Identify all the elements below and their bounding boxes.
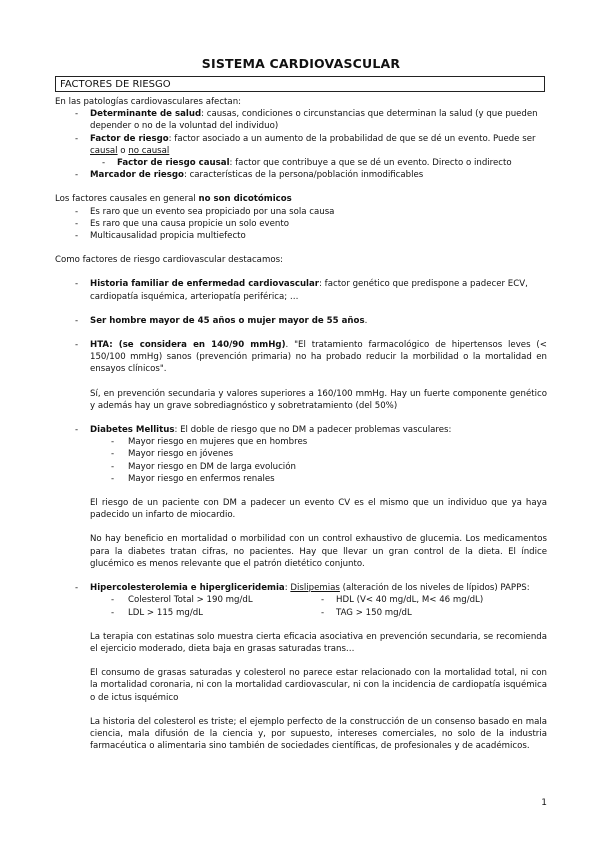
cv-factors-list — [55, 424, 547, 436]
term-sexo-edad: Ser hombre mayor de 45 años o mujer mayor de 55 años — [90, 315, 365, 326]
factor-text: . "El tratamiento farmacológico de hipertensos leves (< 150/100 mmHg) sanos (prevención primaria) no ha probado reducir la morbilidad o la mortalidad en ensayos clínicos". — [90, 340, 547, 375]
lipid-list-right — [301, 594, 547, 618]
term-marcador: Marcador de riesgo — [90, 170, 184, 181]
cv-factors-list — [55, 315, 547, 327]
factor-historia-familiar — [55, 278, 547, 302]
causal-lead — [55, 193, 547, 205]
list-item — [55, 133, 547, 170]
definition-text: : factor asociado a un aumento de la probabilidad de que se dé un evento. Puede ser — [168, 133, 536, 144]
cv-factors-list — [55, 339, 547, 376]
list-item: - Es raro que una causa propicie un solo evento — [55, 218, 547, 230]
term-hta-threshold: : (se considera en 140/90 mmHg) — [109, 340, 286, 351]
list-item — [55, 108, 547, 132]
colesterol-paragraph: La historia del colesterol es triste; el ejemplo perfecto de la construcción de un consenso basado en mala ciencia, mala difusión de la ciencia y, por supuesto, intereses comerciales, no solo de la industria farmacéutica o alimentaria sino también de sociedades científicas, de profesionales y de académicos. — [90, 716, 547, 752]
causal-list — [55, 206, 547, 243]
factor-hta — [55, 339, 547, 376]
factor-text: (alteración de los niveles de lípidos) PAPPS: — [339, 583, 530, 594]
cv-factors-list — [55, 582, 547, 594]
list-item: - Mayor riesgo en enfermos renales — [55, 473, 547, 485]
sub-list — [55, 157, 547, 169]
diabetes-paragraph: El riesgo de un paciente con DM a padecer un evento CV es el mismo que un individuo que ya haya padecido un infarto de miocardio. — [90, 498, 547, 521]
causal-lead-bold: no son dicotómicos — [198, 194, 292, 205]
factor-colon: : — [284, 583, 291, 594]
section-heading: FACTORES DE RIESGO — [55, 76, 545, 92]
term-factor-riesgo: Factor de riesgo — [90, 133, 169, 144]
underlined-dislipemias: Dislipemias — [290, 583, 340, 594]
hta-paragraph: Sí, en prevención secundaria y valores superiores a 160/100 mmHg. Hay un fuerte componente genético y además hay un grave sobrediagnóstico y sobretratamiento (del 50%) — [90, 388, 547, 411]
list-item: - Multicausalidad propicia multiefecto — [55, 230, 547, 242]
connector-text: o — [117, 145, 129, 156]
factor-diabetes — [55, 424, 547, 436]
term-colesterol: Hipercolesterolemia e hipergliceridemia — [90, 583, 285, 594]
list-item: - HDL (V< 40 mg/dL, M< 46 mg/dL) — [301, 594, 547, 606]
lipid-list-left — [55, 594, 301, 618]
definition-text: : características de la persona/población inmodificables — [183, 170, 424, 181]
diabetes-list — [55, 436, 547, 485]
causal-lead-text: Los factores causales en general — [55, 194, 199, 205]
page-title: SISTEMA CARDIOVASCULAR — [201, 56, 401, 71]
document-body — [55, 96, 547, 752]
list-item — [55, 157, 547, 169]
list-item: - Mayor riesgo en DM de larga evolución — [55, 461, 547, 473]
term-historia: Historia familiar de enfermedad cardiovascular — [90, 279, 320, 290]
list-item: - Mayor riesgo en mujeres que en hombres — [55, 436, 547, 448]
factor-text: : El doble de riesgo que no DM a padecer problemas vasculares: — [174, 425, 452, 436]
definitions-list — [55, 108, 547, 181]
cv-factors-list — [55, 278, 547, 302]
lipid-thresholds — [55, 594, 547, 618]
term-determinante: Determinante de salud — [90, 109, 202, 120]
term-hta: HTA — [90, 340, 110, 351]
underlined-causal: causal — [90, 145, 118, 156]
term-diabetes: Diabetes Mellitus — [90, 425, 175, 436]
colesterol-paragraph: La terapia con estatinas solo muestra cierta eficacia asociativa en prevención secundaria, se recomienda el ejercicio moderado, dieta baja en grasas saturadas trans… — [90, 631, 547, 654]
factor-colesterol — [55, 582, 547, 594]
factor-sexo-edad: - Ser hombre mayor de 45 años o mujer mayor de 55 años. — [55, 315, 547, 327]
diabetes-paragraph: No hay beneficio en mortalidad o morbilidad con un control exhaustivo de glucemia. Los medicamentos para la diabetes tratan cifras, no pacientes. Hay que llevar un gran control de la dieta. El índice glucémico es menos relevante que el patrón dietético conjunto. — [90, 534, 547, 569]
list-item — [55, 169, 547, 181]
intro-text: En las patologías cardiovasculares afectan: — [55, 97, 242, 107]
page-number: 1 — [541, 798, 547, 808]
definition-text: : factor que contribuye a que se dé un evento. Directo o indirecto — [229, 158, 512, 169]
cv-intro: Como factores de riesgo cardiovascular destacamos: — [55, 255, 283, 266]
colesterol-paragraph: El consumo de grasas saturadas y colesterol no parece estar relacionado con la mortalidad total, ni con la mortalidad coronaria, ni con la mortalidad cardiovascular, ni con la incidencia de cardiopatía isquémica o de ictus isquémico — [90, 668, 547, 703]
definition-text: : causas, condiciones o circunstancias que determinan la salud (y que pueden depender o no de la voluntad del individuo) — [90, 109, 538, 132]
term-factor-causal: Factor de riesgo causal — [117, 158, 230, 169]
underlined-no-causal: no causal — [128, 145, 170, 156]
factor-text: : factor genético que predispone a padecer ECV, cardiopatía isquémica, arteriopatía periférica; … — [90, 279, 528, 302]
list-item: - Mayor riesgo en jóvenes — [55, 448, 547, 460]
list-item: - LDL > 115 mg/dL — [55, 607, 301, 619]
list-item: - Es raro que un evento sea propiciado por una sola causa — [55, 206, 547, 218]
list-item: - Colesterol Total > 190 mg/dL — [55, 594, 301, 606]
list-item: - TAG > 150 mg/dL — [301, 607, 547, 619]
